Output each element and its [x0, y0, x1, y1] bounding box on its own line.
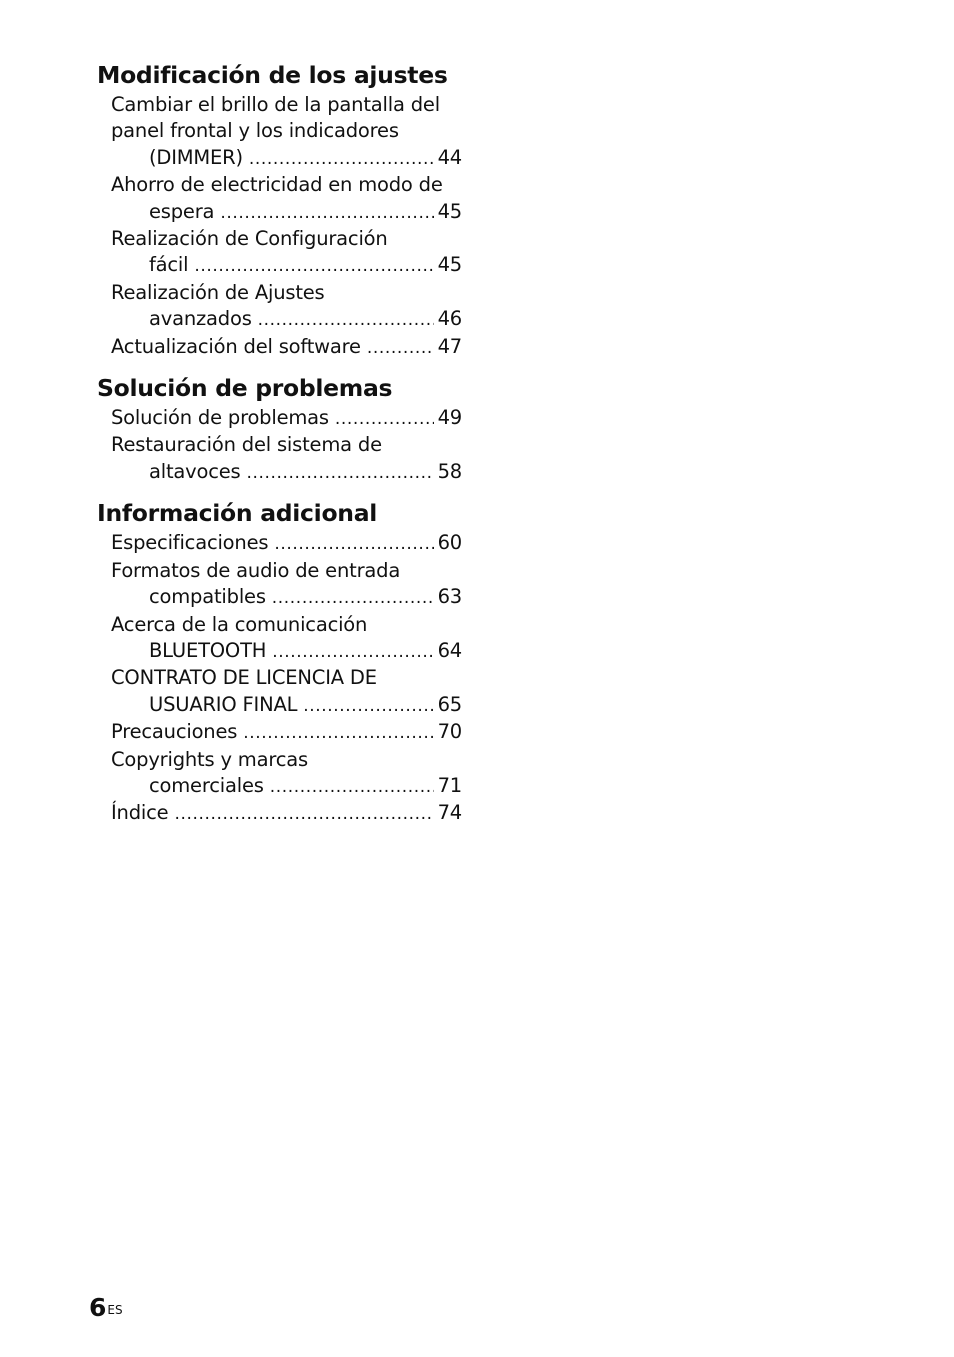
entry-text: panel frontal y los indicadores	[111, 119, 399, 143]
page-number: 70	[437, 720, 462, 744]
toc-entry[interactable]	[97, 405, 462, 432]
dot-leader	[272, 639, 433, 665]
table-of-contents	[97, 58, 462, 828]
toc-entry[interactable]	[97, 612, 462, 666]
dot-leader	[272, 585, 434, 611]
toc-entry[interactable]	[97, 226, 462, 280]
dot-leader	[303, 693, 433, 719]
entry-label: Especificaciones	[111, 531, 269, 555]
entry-text: Restauración del sistema de	[111, 433, 382, 457]
page-number: 46	[437, 307, 462, 331]
dot-leader	[249, 146, 434, 172]
toc-entry[interactable]	[97, 280, 462, 334]
toc-entry[interactable]	[97, 665, 462, 719]
entry-label: Precauciones	[111, 720, 238, 744]
page-number: 45	[437, 199, 462, 223]
page-footer	[89, 1293, 123, 1323]
toc-section-informacion	[97, 496, 462, 827]
entry-label: compatibles	[149, 585, 266, 609]
page-number: 63	[437, 585, 462, 609]
entry-list	[97, 405, 462, 486]
section-title: Solución de problemas	[97, 374, 393, 403]
entry-label: Índice	[111, 801, 169, 825]
page-number: 49	[437, 406, 462, 430]
dot-leader	[174, 801, 433, 827]
dot-leader	[247, 460, 434, 486]
page-number: 45	[437, 253, 462, 277]
dot-leader	[274, 531, 433, 557]
language-code: ES	[107, 1303, 123, 1317]
page-number: 58	[437, 459, 462, 483]
page-number: 64	[437, 638, 462, 662]
toc-entry[interactable]	[97, 800, 462, 827]
toc-section-solucion	[97, 371, 462, 486]
entry-label: Solución de problemas	[111, 406, 329, 430]
toc-entry[interactable]	[97, 558, 462, 612]
toc-entry[interactable]	[97, 747, 462, 801]
entry-label: fácil	[149, 253, 189, 277]
toc-entry[interactable]	[97, 432, 462, 486]
dot-leader	[194, 253, 433, 279]
page-number-footer: 6	[89, 1293, 107, 1322]
entry-list	[97, 92, 462, 361]
section-title: Modificación de los ajustes	[97, 61, 448, 89]
entry-list	[97, 530, 462, 827]
toc-entry[interactable]	[97, 334, 462, 361]
entry-label: USUARIO FINAL	[149, 692, 298, 716]
toc-entry[interactable]	[97, 530, 462, 557]
entry-label: altavoces	[149, 459, 241, 483]
page-number: 47	[437, 334, 462, 358]
toc-entry[interactable]	[97, 719, 462, 746]
entry-text: Realización de Configuración	[111, 227, 388, 251]
entry-text: CONTRATO DE LICENCIA DE	[111, 666, 377, 690]
page-number: 65	[437, 692, 462, 716]
page-number: 74	[437, 801, 462, 825]
entry-label: Actualización del software	[111, 334, 361, 358]
entry-text: Cambiar el brillo de la pantalla del	[111, 93, 440, 116]
page-number: 44	[437, 145, 462, 169]
entry-text: Ahorro de electricidad en modo de	[111, 173, 443, 197]
page-number: 60	[437, 531, 462, 555]
dot-leader	[220, 200, 433, 226]
entry-label: espera	[149, 199, 215, 223]
toc-entry[interactable]	[97, 172, 462, 226]
dot-leader	[270, 774, 434, 800]
entry-label: (DIMMER)	[149, 145, 243, 169]
entry-label: comerciales	[149, 773, 264, 797]
entry-label: avanzados	[149, 307, 252, 331]
section-title: Información adicional	[97, 499, 378, 528]
dot-leader	[243, 720, 433, 746]
entry-text: Realización de Ajustes	[111, 280, 325, 304]
dot-leader	[335, 406, 434, 432]
entry-text: Formatos de audio de entrada	[111, 558, 401, 582]
toc-section-modificacion	[97, 58, 462, 361]
dot-leader	[258, 307, 434, 333]
dot-leader	[367, 335, 434, 361]
page-number: 71	[437, 773, 462, 797]
entry-text: Acerca de la comunicación	[111, 612, 368, 636]
toc-entry[interactable]	[97, 92, 462, 172]
entry-text: Copyrights y marcas	[111, 747, 308, 771]
entry-label: BLUETOOTH	[149, 638, 267, 662]
